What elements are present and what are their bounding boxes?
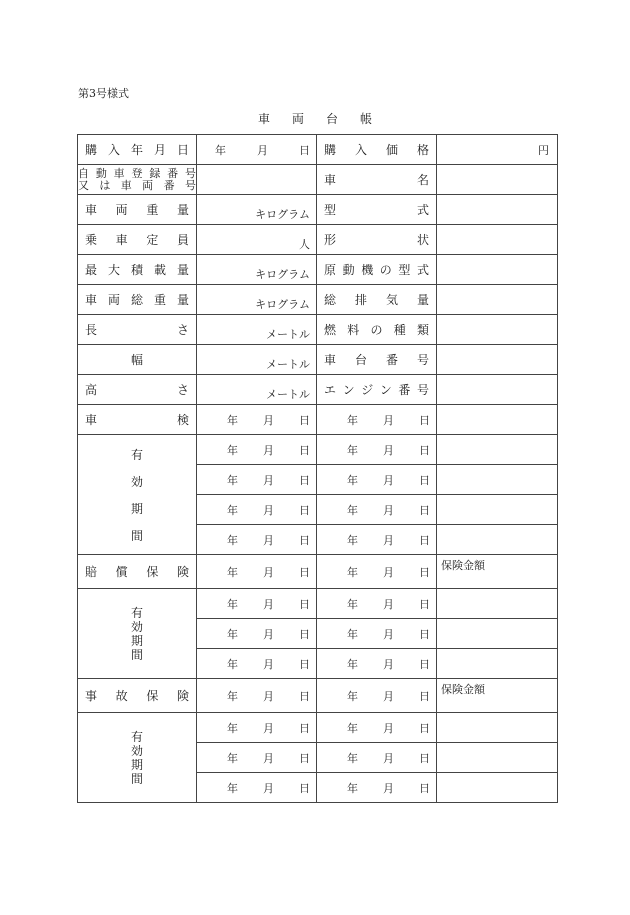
label-char: 険 — [176, 689, 189, 703]
label-char: 重 — [153, 293, 166, 307]
date-from[interactable]: 年 月 日 — [197, 405, 317, 435]
date-from[interactable]: 年 月 日 — [197, 555, 317, 589]
label-char: 原 — [324, 263, 337, 277]
label-char: 量 — [416, 293, 429, 307]
label-char: は — [99, 178, 111, 192]
label-char: 型 — [324, 203, 337, 217]
label-char: 効 — [130, 743, 143, 758]
date-from[interactable]: 年 月 日 — [197, 679, 317, 713]
form-number: 第3号様式 — [78, 87, 129, 100]
label-char: の — [370, 323, 383, 337]
label-purchase-date — [78, 135, 196, 164]
label-char: 車 — [85, 293, 98, 307]
row-accident-insurance — [78, 679, 558, 713]
date-to[interactable]: 年 月 日 — [317, 743, 437, 773]
label-char: 効 — [130, 474, 143, 489]
label-char: 最 — [85, 263, 98, 277]
engine-model-field[interactable] — [437, 255, 558, 285]
label-char: 名 — [416, 173, 429, 187]
label-char: 車 — [120, 178, 132, 192]
date-to[interactable]: 年 月 日 — [317, 679, 437, 713]
accident-insurance-amount-field[interactable] — [437, 679, 558, 713]
label-chassis-number — [317, 345, 436, 374]
label-char: 料 — [347, 323, 360, 337]
label-validity-period — [78, 446, 196, 544]
row-liability-insurance — [78, 555, 558, 589]
label-inspection — [78, 405, 196, 434]
row-purchase — [78, 135, 558, 165]
label-char: 保 — [146, 689, 159, 703]
date-to[interactable]: 年 月 日 — [317, 649, 437, 679]
note-field[interactable] — [437, 713, 558, 743]
label-char: 両 — [107, 293, 120, 307]
label-char: 格 — [416, 143, 429, 157]
label-char: 両 — [142, 178, 154, 192]
label-validity-period — [78, 730, 196, 786]
label-char: 両 — [115, 203, 128, 217]
label-char: 動 — [342, 263, 355, 277]
label-length — [78, 315, 196, 344]
label-model — [317, 195, 436, 224]
label-char: 期 — [130, 633, 143, 648]
label-char: 自 — [78, 166, 89, 180]
label-engine-number — [317, 375, 436, 404]
label-char: 価 — [385, 143, 398, 157]
registration-number-field[interactable] — [197, 165, 317, 195]
label-char: 号 — [416, 383, 429, 397]
vehicle-ledger-table — [77, 134, 558, 405]
width-field[interactable]: メートル — [197, 345, 317, 375]
fuel-type-field[interactable] — [437, 315, 558, 345]
label-shape — [317, 225, 436, 254]
date-from[interactable]: 年 月 日 — [197, 589, 317, 619]
label-char: さ — [176, 323, 189, 337]
label-engine-model — [317, 255, 436, 284]
label-char: の — [379, 263, 392, 277]
note-field[interactable] — [437, 435, 558, 465]
date-to[interactable]: 年 月 日 — [317, 435, 437, 465]
label-char: 録 — [149, 166, 161, 180]
label-char: 長 — [85, 323, 98, 337]
label-char: 番 — [167, 166, 179, 180]
note-field[interactable] — [437, 649, 558, 679]
label-max-load — [78, 255, 196, 284]
label-char: 排 — [354, 293, 367, 307]
date-to[interactable]: 年 月 日 — [317, 525, 437, 555]
label-char: 員 — [176, 233, 189, 247]
date-to[interactable]: 年 月 日 — [317, 619, 437, 649]
label-char: 事 — [85, 689, 98, 703]
label-char: ン — [379, 383, 392, 397]
row-registration — [78, 165, 558, 195]
engine-number-field[interactable] — [437, 375, 558, 405]
date-from[interactable]: 年 月 日 — [197, 649, 317, 679]
label-char: 機 — [361, 263, 374, 277]
row-width — [78, 345, 558, 375]
shape-field[interactable] — [437, 225, 558, 255]
label-char: 式 — [416, 203, 429, 217]
label-char: 燃 — [324, 323, 337, 337]
label-liability-insurance — [78, 555, 196, 588]
label-char: 総 — [324, 293, 337, 307]
label-validity-period — [78, 606, 196, 662]
model-field[interactable] — [437, 195, 558, 225]
note-field[interactable] — [437, 525, 558, 555]
label-char: さ — [176, 383, 189, 397]
date-to[interactable]: 年 月 日 — [317, 555, 437, 589]
label-fuel-type — [317, 315, 436, 344]
label-char: 総 — [130, 293, 143, 307]
inspection-insurance-table — [77, 404, 558, 803]
date-from[interactable]: 年 月 日 — [197, 743, 317, 773]
note-field[interactable] — [437, 773, 558, 803]
label-char: 形 — [324, 233, 337, 247]
label-char: 量 — [176, 293, 189, 307]
date-from[interactable]: 年 月 日 — [197, 465, 317, 495]
label-vehicle-weight — [78, 195, 196, 224]
date-to[interactable]: 年 月 日 — [317, 589, 437, 619]
label-char: 積 — [130, 263, 143, 277]
chassis-number-field[interactable] — [437, 345, 558, 375]
label-char: 号 — [416, 353, 429, 367]
note-field[interactable] — [437, 743, 558, 773]
max-load-field[interactable]: キログラム — [197, 255, 317, 285]
row-liability-period — [78, 589, 558, 619]
label-char: 量 — [176, 203, 189, 217]
row-inspection — [78, 405, 558, 435]
label-char: ン — [342, 383, 355, 397]
label-char: 型 — [398, 263, 411, 277]
row-capacity — [78, 225, 558, 255]
row-gross-weight — [78, 285, 558, 315]
label-char: 有 — [130, 605, 143, 620]
label-char: 高 — [85, 383, 98, 397]
label-char: 日 — [176, 143, 189, 157]
label-char: 車 — [113, 166, 125, 180]
label-char: 有 — [130, 729, 143, 744]
label-char: 登 — [131, 166, 143, 180]
label-gross-weight — [78, 285, 196, 314]
label-char: 番 — [163, 178, 175, 192]
label-height — [78, 375, 196, 404]
label-char: 番 — [385, 353, 398, 367]
date-from[interactable]: 年 月 日 — [197, 773, 317, 803]
label-char: 状 — [416, 233, 429, 247]
label-char: 保 — [146, 565, 159, 579]
label-char: 間 — [130, 647, 143, 662]
label-insurance-amount: 保険金額 — [441, 683, 485, 696]
label-char: 気 — [385, 293, 398, 307]
label-char: ジ — [361, 383, 374, 397]
label-char: 車 — [85, 413, 98, 427]
label-char: 台 — [354, 353, 367, 367]
label-char: 入 — [354, 143, 367, 157]
date-to[interactable]: 年 月 日 — [317, 773, 437, 803]
label-vehicle-name — [317, 165, 436, 194]
note-field[interactable] — [437, 465, 558, 495]
label-char: 間 — [130, 528, 143, 543]
label-char: 種 — [393, 323, 406, 337]
label-char: 号 — [184, 166, 196, 180]
row-inspection-period — [78, 435, 558, 465]
row-height — [78, 375, 558, 405]
gross-weight-field[interactable]: キログラム — [197, 285, 317, 315]
vehicle-weight-field[interactable]: キログラム — [197, 195, 317, 225]
label-char: 車 — [324, 353, 337, 367]
label-capacity — [78, 225, 196, 254]
label-char: 年 — [130, 143, 143, 157]
date-from[interactable]: 年 月 日 — [197, 495, 317, 525]
label-char: 有 — [130, 447, 143, 462]
note-field[interactable] — [437, 589, 558, 619]
label-char: 車 — [115, 233, 128, 247]
row-max-load — [78, 255, 558, 285]
date-from[interactable]: 年 月 日 — [197, 619, 317, 649]
capacity-field[interactable]: 人 — [197, 225, 317, 255]
date-to[interactable]: 年 月 日 — [317, 405, 437, 435]
label-displacement — [317, 285, 436, 314]
label-insurance-amount: 保険金額 — [441, 559, 485, 572]
label-char: 車 — [85, 203, 98, 217]
note-field[interactable] — [437, 619, 558, 649]
label-char: 期 — [130, 757, 143, 772]
label-char: 償 — [115, 565, 128, 579]
label-char: 期 — [130, 501, 143, 516]
date-to[interactable]: 年 月 日 — [317, 465, 437, 495]
purchase-date-field[interactable]: 年 月 日 — [215, 143, 310, 157]
label-char: 重 — [146, 203, 159, 217]
label-char: 定 — [146, 233, 159, 247]
date-to[interactable]: 年 月 日 — [317, 713, 437, 743]
label-char: 番 — [398, 383, 411, 397]
note-field[interactable] — [437, 405, 558, 435]
page-title: 車両台帳 — [257, 112, 394, 126]
liability-insurance-amount-field[interactable] — [437, 555, 558, 589]
label-char: 間 — [130, 771, 143, 786]
label-char: 載 — [153, 263, 166, 277]
label-char: 検 — [176, 413, 189, 427]
date-from[interactable]: 年 月 日 — [197, 525, 317, 555]
label-char: 購 — [324, 143, 337, 157]
label-char: 賠 — [85, 565, 98, 579]
label-accident-insurance — [78, 679, 196, 712]
label-char: 月 — [153, 143, 166, 157]
label-registration-number — [78, 165, 197, 195]
label-char: 大 — [107, 263, 120, 277]
label-char: 量 — [176, 263, 189, 277]
row-accident-period — [78, 713, 558, 743]
label-purchase-price — [317, 135, 436, 164]
label-char: 号 — [184, 178, 196, 192]
purchase-price-field[interactable]: 円 — [437, 135, 558, 165]
label-char: 又 — [78, 178, 89, 192]
date-to[interactable]: 年 月 日 — [317, 495, 437, 525]
label-char: 効 — [130, 619, 143, 634]
label-char: 購 — [85, 143, 98, 157]
label-char: 乗 — [85, 233, 98, 247]
length-field[interactable]: メートル — [197, 315, 317, 345]
note-field[interactable] — [437, 495, 558, 525]
label-char: 動 — [95, 166, 107, 180]
label-char: 車 — [324, 173, 337, 187]
label-char: 入 — [107, 143, 120, 157]
vehicle-name-field[interactable] — [437, 165, 558, 195]
label-char: 式 — [416, 263, 429, 277]
label-char: 類 — [416, 323, 429, 337]
row-length — [78, 315, 558, 345]
label-width: 幅 — [78, 345, 197, 375]
height-field[interactable]: メートル — [197, 375, 317, 405]
label-char: 故 — [115, 689, 128, 703]
displacement-field[interactable] — [437, 285, 558, 315]
label-char: エ — [324, 383, 337, 397]
date-from[interactable]: 年 月 日 — [197, 713, 317, 743]
row-weight — [78, 195, 558, 225]
label-char: 険 — [176, 565, 189, 579]
date-from[interactable]: 年 月 日 — [197, 435, 317, 465]
